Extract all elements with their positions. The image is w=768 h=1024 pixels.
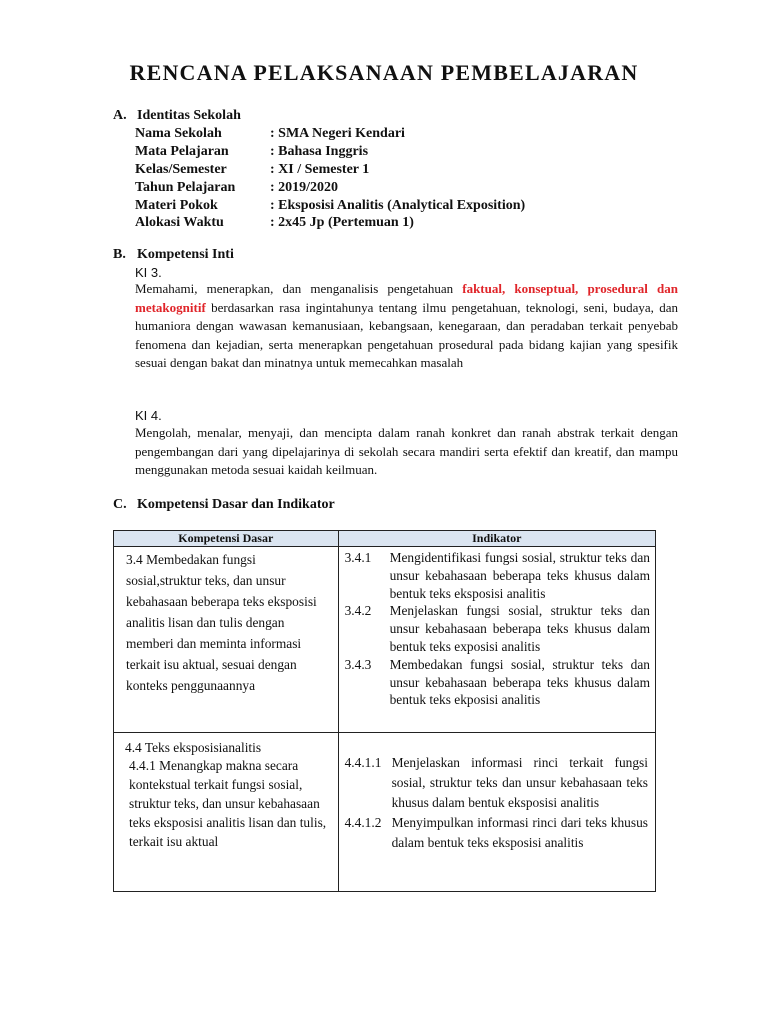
indicator-text: Menjelaskan fungsi sosial, struktur teks dan unsur kebahasaan beberapa teks khusus dalam bentuk teks exposisi analitis xyxy=(389,603,650,654)
identity-row-year xyxy=(135,179,338,197)
ki3-highlight: faktual, konseptual, prosedural dan metakognitif xyxy=(135,281,678,315)
identity-row-topic xyxy=(135,197,525,215)
section-a-title: Identitas Sekolah xyxy=(137,108,241,123)
identity-value: : SMA Negeri Kendari xyxy=(270,126,405,141)
header-kompetensi-dasar: Kompetensi Dasar xyxy=(114,531,339,547)
section-c-heading xyxy=(113,497,335,513)
indicator-text: Menyimpulkan informasi rinci dari teks khusus dalam bentuk teks eksposisi analitis xyxy=(391,815,648,850)
indicator-item xyxy=(339,656,655,709)
section-c-letter: C. xyxy=(113,497,127,512)
indicator-text: Menjelaskan informasi rinci terkait fungsi sosial, struktur teks dan unsur kebahasaan teks khusus dalam bentuk eksposisi analitis xyxy=(391,755,648,810)
table-row xyxy=(114,547,656,733)
indicator-item xyxy=(339,753,655,813)
identity-row-school xyxy=(135,125,405,143)
header-indikator: Indikator xyxy=(338,531,655,547)
ki3-text-before: Memahami, menerapkan, dan menganalisis pengetahuan xyxy=(135,281,463,296)
identity-value: : Eksposisi Analitis (Analytical Exposition) xyxy=(270,198,526,213)
indicator-text: Membedakan fungsi sosial, struktur teks dan unsur kebahasaan beberapa teks khusus dalam bentuk teks ekposisi analitis xyxy=(389,656,650,708)
table-row xyxy=(114,733,656,892)
kd-sub-text: Menangkap makna secara kontekstual terkait fungsi sosial, struktur teks, dan unsur kebahasaan teks eksposisi analitis lisan dan tulis, terkait isu aktual xyxy=(129,758,327,849)
section-a-letter: A. xyxy=(113,108,127,123)
indicator-cell xyxy=(338,547,655,733)
indicator-cell xyxy=(338,733,655,892)
kd-sub-number: 4.4.1 xyxy=(129,758,156,773)
ki3-paragraph xyxy=(135,280,678,373)
kd-head: 4.4 Teks eksposisianalitis xyxy=(125,740,262,755)
indicator-number: 3.4.3 xyxy=(344,656,372,672)
indicator-text: Mengidentifikasi fungsi sosial, struktur teks dan unsur kebahasaan beberapa teks khusus dalam bentuk teks eksposisi analitis xyxy=(389,550,650,601)
ki3-label: KI 3. xyxy=(135,265,162,280)
identity-label: Materi Pokok xyxy=(135,198,218,213)
competency-table xyxy=(113,530,656,892)
identity-row-class xyxy=(135,161,369,179)
identity-label: Tahun Pelajaran xyxy=(135,180,236,195)
identity-label: Alokasi Waktu xyxy=(135,215,224,230)
identity-row-subject xyxy=(135,143,368,161)
identity-value: : XI / Semester 1 xyxy=(270,162,370,177)
indicator-number: 4.4.1.2 xyxy=(344,815,382,830)
identity-label: Mata Pelajaran xyxy=(135,144,229,159)
kd-text: 3.4 Membedakan fungsi sosial,struktur teks, dan unsur kebahasaan beberapa teks eksposisi analitis lisan dan tulis dengan memberi dan meminta informasi terkait isu aktual, sesuai dengan konteks penggunaannya xyxy=(126,552,317,693)
kd-cell xyxy=(114,733,339,892)
section-a-heading xyxy=(113,108,241,124)
identity-value: : 2x45 Jp (Pertemuan 1) xyxy=(270,215,414,230)
ki4-label: KI 4. xyxy=(135,408,162,423)
section-b-letter: B. xyxy=(113,247,126,262)
document-title: RENCANA PELAKSANAAN PEMBELAJARAN xyxy=(129,60,639,85)
ki4-paragraph: Mengolah, menalar, menyaji, dan mencipta dalam ranah konkret dan ranah abstrak terkait dengan pengembangan dari yang dipelajarinya di sekolah secara mandiri serta efektif dan kreatif, dan mampu menggunakan metoda sesuai kaidah keilmuan. xyxy=(135,425,678,478)
indicator-item xyxy=(339,549,655,602)
kd-sub xyxy=(114,756,338,851)
indicator-number: 3.4.1 xyxy=(344,550,372,565)
kd-cell xyxy=(114,547,339,733)
indicator-number: 3.4.2 xyxy=(344,603,372,619)
indicator-item xyxy=(339,602,655,655)
identity-value: : Bahasa Inggris xyxy=(270,144,369,159)
section-b-heading xyxy=(113,247,234,263)
table-header-row xyxy=(114,531,656,547)
identity-value: : 2019/2020 xyxy=(270,180,339,195)
identity-label: Kelas/Semester xyxy=(135,162,227,177)
section-b-title: Kompetensi Inti xyxy=(137,247,234,262)
indicator-number: 4.4.1.1 xyxy=(344,755,382,770)
identity-row-time xyxy=(135,214,414,232)
ki3-text-after: berdasarkan rasa ingintahunya tentang ilmu pengetahuan, teknologi, seni, budaya, dan humaniora dengan wawasan kemanusiaan, kebangsaan, kenegaraan, dan peradaban terkait penyebab fenomena dan kejadian, serta menerapkan pengetahuan prosedural pada bidang kajian yang spesifik sesuai dengan bakat dan minatnya untuk memecahkan masalah xyxy=(135,299,678,371)
indicator-item xyxy=(339,813,655,853)
section-c-title: Kompetensi Dasar dan Indikator xyxy=(137,497,335,512)
identity-label: Nama Sekolah xyxy=(135,126,222,141)
